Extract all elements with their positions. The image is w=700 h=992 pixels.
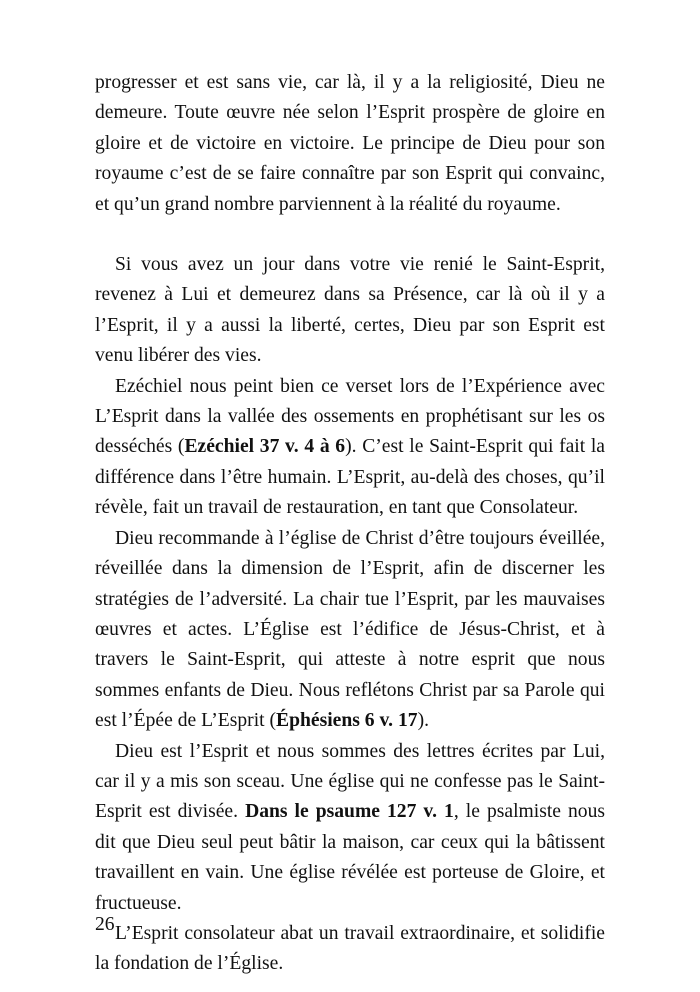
paragraph-1 (95, 68, 605, 220)
paragraph-3-text-b: ). C’est le Saint-Esprit qui fait la différence dans l’être humain. L’Esprit, au-delà des choses, qu’il révèle, fait un travail de restauration, en tant que Consolateur. (95, 436, 605, 519)
scripture-reference-ezechiel: Ezéchiel 37 v. 4 à 6 (184, 436, 346, 458)
paragraph-3 (95, 372, 605, 524)
paragraph-4-text-a: Dieu recommande à l’église de Christ d’être toujours éveillée, réveillée dans la dimension de l’Esprit, afin de discerner les stratégies de l’adversité. La chair tue l’Esprit, par les mauvaises œuvres et actes. L’Église est l’édifice de Jésus-Christ, et à travers le Saint-Esprit, qui atteste à notre esprit que nous sommes enfants de Dieu. Nous reflétons Christ par sa Parole qui est l’Épée de L’Esprit ( (95, 527, 605, 732)
paragraph-1-text: progresser et est sans vie, car là, il y a la religiosité, Dieu ne demeure. Toute œuvre née selon l’Esprit prospère de gloire en gloire et de victoire en victoire. Le principe de Dieu pour son royaume c’est de se faire connaître par son Esprit qui convainc, et qu’un grand nombre parviennent à la réalité du royaume. (95, 72, 605, 215)
paragraph-6-text: L’Esprit consolateur abat un travail extraordinaire, et solidifie la fondation de l’Église. (95, 922, 605, 975)
scripture-reference-psaume: Dans le psaume 127 v. 1 (245, 801, 454, 823)
paragraph-4 (95, 524, 605, 737)
paragraph-4-text-b: ). (417, 710, 430, 732)
paragraph-5-text-b: , le psalmiste nous dit que Dieu seul peut bâtir la maison, car ceux qui la bâtissent travaillent en vain. Une église révélée est porteuse de Gloire, et fructueuse. (95, 801, 606, 914)
page-number: 26 (95, 914, 115, 935)
paragraph-6 (95, 919, 605, 980)
paragraph-5-text-a: Dieu est l’Esprit et nous sommes des lettres écrites par Lui, car il y a mis son sceau. Une église qui ne confesse pas le Saint-Esprit est divisée. (95, 740, 605, 823)
paragraph-2-text: Si vous avez un jour dans votre vie renié le Saint-Esprit, revenez à Lui et demeurez dans sa Présence, car là où il y a l’Esprit, il y a aussi la liberté, certes, Dieu par son Esprit est venu libérer des vies. (95, 254, 605, 367)
paragraph-3-text-a: Ezéchiel nous peint bien ce verset lors de l’Expérience avec L’Esprit dans la vallée des ossements en prophétisant sur les os desséchés ( (95, 375, 605, 458)
paragraph-5 (95, 737, 605, 919)
paragraph-2 (95, 250, 605, 372)
page-body (95, 68, 605, 980)
scripture-reference-ephesiens: Éphésiens 6 v. 17 (276, 710, 418, 732)
